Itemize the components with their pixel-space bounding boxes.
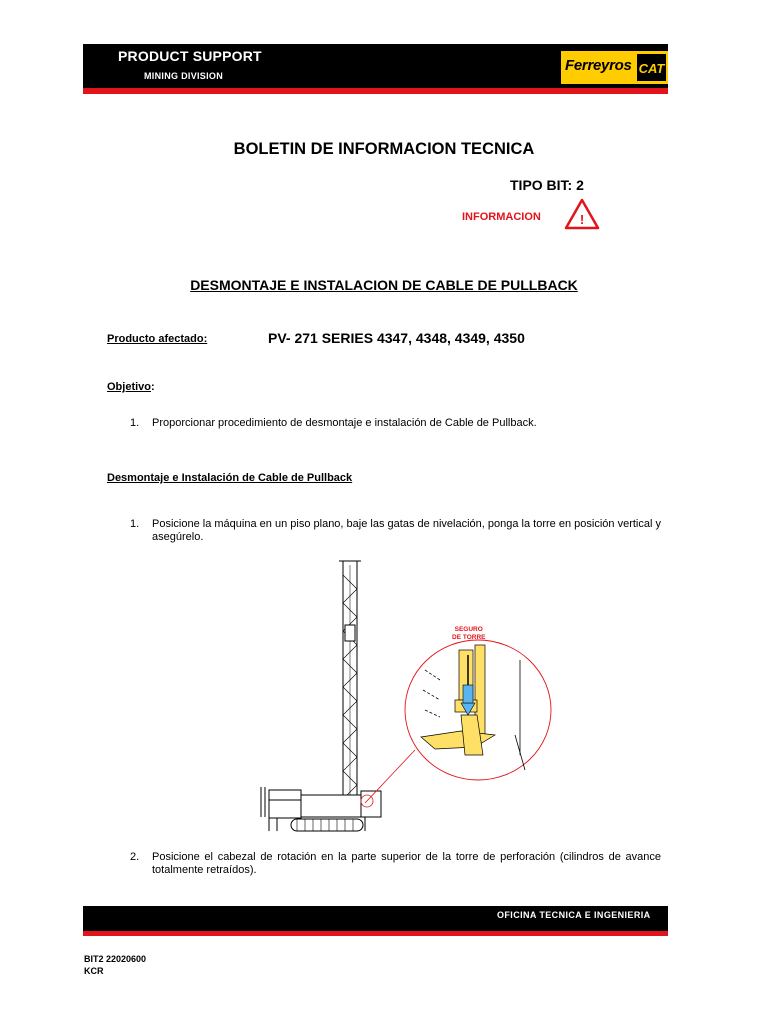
cat-logo-icon <box>637 54 666 81</box>
figure-callout-line1: SEGURO <box>454 626 483 633</box>
ferreyros-cat-logo <box>561 51 668 84</box>
warning-mark: ! <box>579 212 585 227</box>
document-code-line1: BIT2 22020600 <box>84 954 147 964</box>
header-red-stripe <box>83 88 668 94</box>
footer-text: OFICINA TECNICA E INGENIERIA <box>497 910 651 920</box>
step-text: Posicione la máquina en un piso plano, baje las gatas de nivelación, ponga la torre en posición vertical y asegúrelo. <box>152 518 661 543</box>
footer-red-stripe <box>83 931 668 936</box>
figure-callout-line2: DE TORRE <box>452 634 486 641</box>
informacion-label: INFORMACION <box>462 211 541 223</box>
objective-label-text: Objetivo <box>107 381 152 393</box>
step-number: 1. <box>130 518 140 530</box>
cat-logo-text: CAT <box>638 61 665 76</box>
ferreyros-logo-text: Ferreyros <box>565 57 632 74</box>
step-text: Posicione el cabezal de rotación en la parte superior de la torre de perforación (cilindros de avance totalmente retraídos). <box>152 851 661 876</box>
warning-triangle-icon <box>564 198 600 230</box>
figure-callout-label <box>452 626 485 642</box>
objective-label <box>107 381 155 393</box>
document-code <box>84 953 146 977</box>
objective-item-number: 1. <box>130 417 140 429</box>
step-number: 2. <box>130 851 140 863</box>
document-title: BOLETIN DE INFORMACION TECNICA <box>233 140 535 158</box>
tipo-bit: TIPO BIT: 2 <box>510 177 584 193</box>
document-code-line2: KCR <box>84 966 104 976</box>
drill-rig-figure <box>225 555 555 845</box>
procedure-title: Desmontaje e Instalación de Cable de Pullback <box>107 472 353 484</box>
product-label: Producto afectado: <box>107 333 208 345</box>
header-title: PRODUCT SUPPORT <box>118 48 262 64</box>
header-subtitle: MINING DIVISION <box>144 71 224 81</box>
product-value: PV- 271 SERIES 4347, 4348, 4349, 4350 <box>268 330 525 346</box>
objective-colon: : <box>151 381 155 393</box>
objective-item-text: Proporcionar procedimiento de desmontaje e instalación de Cable de Pullback. <box>152 417 537 429</box>
section-title: DESMONTAJE E INSTALACION DE CABLE DE PULLBACK <box>190 277 578 293</box>
